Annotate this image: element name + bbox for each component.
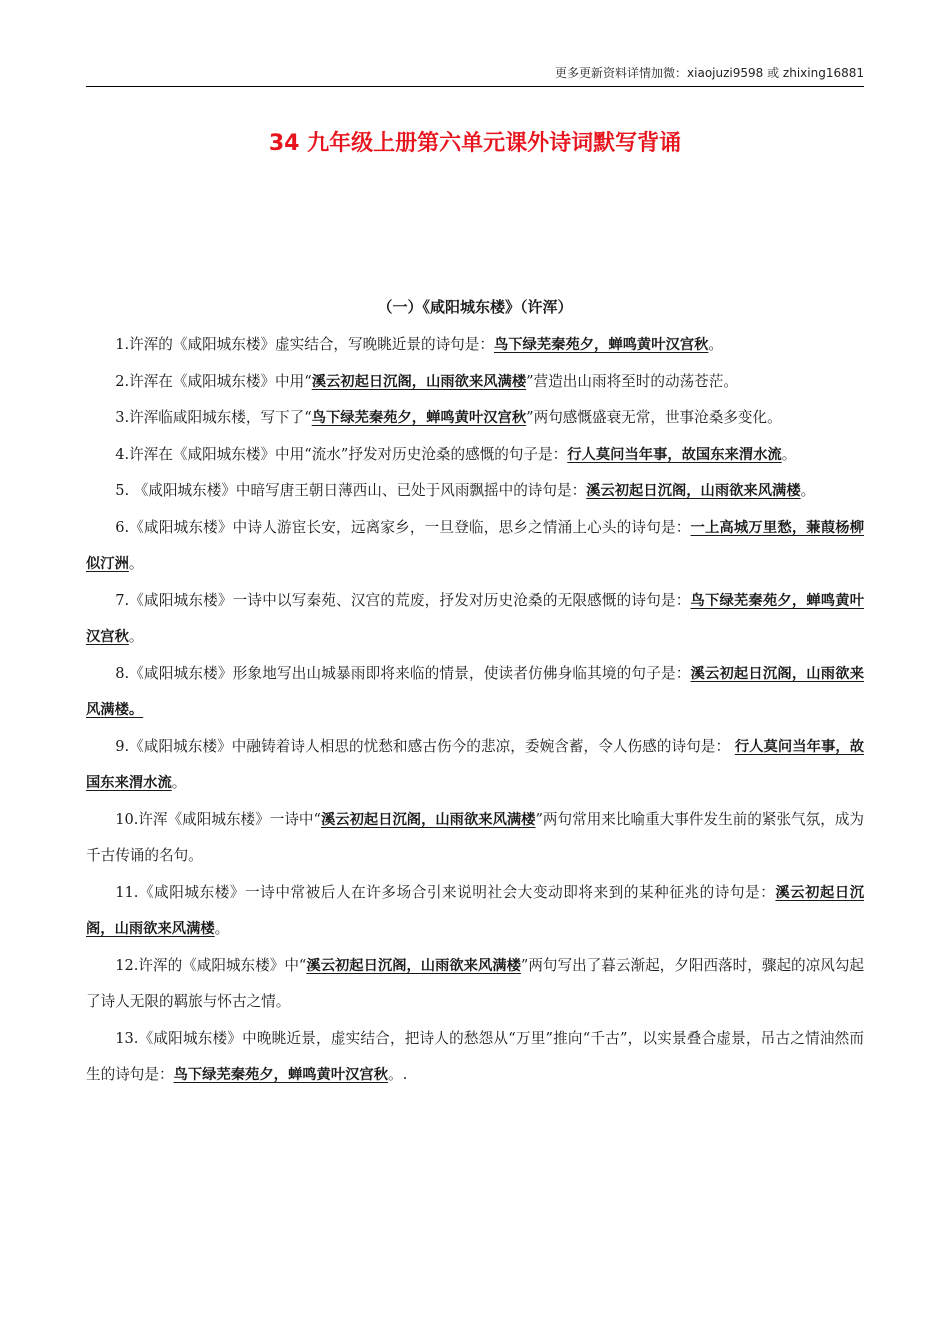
answer-text: 溪云初起日沉阁，山雨欲来风满楼: [86, 884, 865, 937]
question-item: [86, 583, 864, 656]
question-text: 13.《咸阳城东楼》中晚眺近景，虚实结合，把诗人的愁怨从“万里”推向“千古”，以实景叠合虚景，吊古之情油然而生的诗句是：: [86, 1029, 864, 1083]
question-item: [86, 948, 864, 1021]
question-text: 2.许浑在《咸阳城东楼》中用“: [115, 372, 312, 390]
question-item: [86, 327, 864, 364]
question-tail: 。: [781, 445, 797, 463]
header-divider: [86, 86, 864, 87]
question-text: 1.许浑的《咸阳城东楼》虚实结合，写晚眺近景的诗句是：: [115, 336, 494, 353]
question-item: [86, 473, 864, 510]
answer-text: 鸟下绿芜秦苑夕，蝉鸣黄叶汉宫秋: [493, 337, 709, 353]
question-text: 7.《咸阳城东楼》一诗中以写秦苑、汉宫的荒废，抒发对历史沧桑的无限感慨的诗句是：: [115, 591, 691, 609]
question-tail: 。.: [388, 1066, 408, 1083]
answer-text: 行人莫问当年事，故国东来渭水流: [567, 446, 782, 463]
answer-text: 鸟下绿芜秦苑夕，蝉鸣黄叶汉宫秋: [86, 592, 865, 645]
question-tail: ”营造出山雨将至时的动荡苍茫。: [526, 372, 738, 390]
question-item: [86, 510, 864, 583]
answer-text: 溪云初起日沉阁，山雨欲来风满楼: [321, 811, 536, 828]
answer-text: 鸟下绿芜秦苑夕，蝉鸣黄叶汉宫秋: [173, 1067, 389, 1083]
question-text: 5. 《咸阳城东楼》中暗写唐王朝日薄西山、已处于风雨飘摇中的诗句是：: [115, 482, 587, 499]
answer-text: 一上高城万里愁，蒹葭杨柳似汀洲: [86, 519, 865, 572]
section-title: （一）《咸阳城东楼》（许浑）: [377, 298, 573, 316]
answer-text: 溪云初起日沉阁，山雨欲来风满楼: [586, 483, 801, 499]
question-tail: ”两句常用来比喻重大事件发生前的紧张气氛，成为千古传诵的名句。: [86, 810, 865, 864]
question-text: 8.《咸阳城东楼》形象地写出山城暴雨即将来临的情景，使读者仿佛身临其境的句子是：: [115, 664, 691, 682]
answer-text: 鸟下绿芜秦苑夕，蝉鸣黄叶汉宫秋: [311, 410, 527, 426]
question-item: [86, 400, 864, 437]
question-tail: 。: [171, 774, 187, 791]
question-text: 4.许浑在《咸阳城东楼》中用“流水”抒发对历史沧桑的感慨的句子是：: [115, 445, 568, 463]
question-tail: 。: [128, 555, 144, 572]
question-text: 3.许浑临咸阳城东楼，写下了“: [115, 409, 312, 426]
question-item: [86, 729, 864, 802]
document-title: 34 九年级上册第六单元课外诗词默写背诵: [268, 131, 682, 156]
question-tail: 。: [800, 482, 816, 499]
question-list: [86, 327, 864, 1094]
question-text: 11.《咸阳城东楼》一诗中常被后人在许多场合引来说明社会大变动即将来到的某种征兆的诗句是：: [115, 883, 776, 901]
question-item: [86, 802, 864, 875]
question-tail: 。: [214, 920, 230, 937]
question-item: [86, 656, 864, 729]
question-tail: 。: [708, 336, 724, 353]
question-text: 10.许浑《咸阳城东楼》一诗中“: [115, 810, 321, 828]
answer-text: 行人莫问当年事，故国东来渭水流: [86, 738, 864, 791]
answer-text: 溪云初起日沉阁，山雨欲来风满楼: [306, 957, 521, 974]
question-item: [86, 437, 864, 474]
question-text: 6.《咸阳城东楼》中诗人游宦长安，远离家乡，一旦登临，思乡之情涌上心头的诗句是：: [115, 518, 691, 536]
question-item: [86, 1021, 864, 1094]
question-text: 9.《咸阳城东楼》中融铸着诗人相思的忧愁和感古伤今的悲凉，委婉含蓄，令人伤感的诗句是：: [115, 737, 735, 755]
question-item: [86, 875, 864, 948]
answer-text: 溪云初起日沉阁，山雨欲来风满楼。: [86, 665, 865, 718]
question-tail: ”两句感慨盛衰无常，世事沧桑多变化。: [526, 409, 782, 426]
question-item: [86, 364, 864, 401]
question-tail: ”两句写出了暮云渐起，夕阳西落时，骤起的凉风勾起了诗人无限的羁旅与怀古之情。: [86, 956, 865, 1010]
header-note: 更多更新资料详情加微：xiaojuzi9598 或 zhixing16881: [555, 66, 864, 80]
question-tail: 。: [128, 628, 144, 645]
question-text: 12.许浑的《咸阳城东楼》中“: [115, 956, 307, 974]
answer-text: 溪云初起日沉阁，山雨欲来风满楼: [311, 373, 527, 390]
